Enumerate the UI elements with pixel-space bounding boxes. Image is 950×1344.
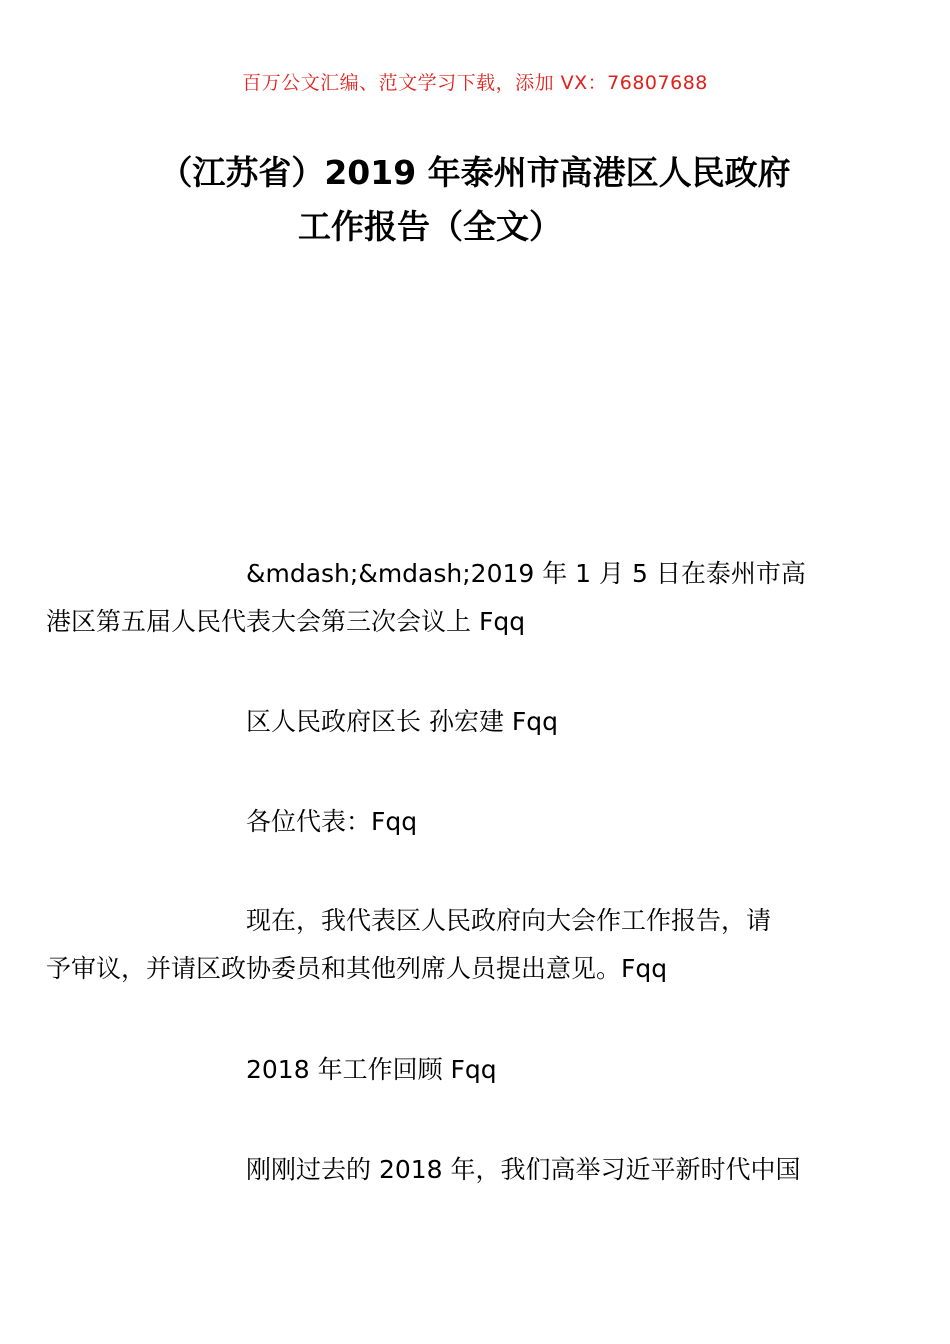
title-line-1: （江苏省）2019 年泰州市高港区人民政府 bbox=[159, 153, 791, 192]
paragraph-line: 各位代表：Fqq bbox=[246, 807, 418, 836]
paragraph-line: 现在，我代表区人民政府向大会作工作报告，请 bbox=[246, 906, 772, 935]
title-line-2: 工作报告（全文） bbox=[298, 207, 562, 246]
paragraph-line: 2018 年工作回顾 Fqq bbox=[246, 1055, 497, 1084]
body-paragraph-5 bbox=[146, 1046, 810, 1094]
paragraph-line: 予审议，并请区政协委员和其他列席人员提出意见。Fqq bbox=[46, 954, 668, 983]
paragraph-line: 港区第五届人民代表大会第三次会议上 Fqq bbox=[46, 607, 526, 636]
paragraph-line: 区人民政府区长 孙宏建 Fqq bbox=[246, 707, 559, 736]
document-title bbox=[120, 146, 830, 254]
paragraph-line: &mdash;&mdash;2019 年 1 月 5 日在泰州市高 bbox=[246, 559, 806, 588]
body-paragraph-1 bbox=[46, 550, 810, 646]
body-paragraph-3 bbox=[146, 798, 810, 846]
paragraph-line: 刚刚过去的 2018 年，我们高举习近平新时代中国 bbox=[246, 1155, 801, 1184]
body-paragraph-4 bbox=[46, 897, 810, 993]
header-note: 百万公文汇编、范文学习下载，添加 VX：76807688 bbox=[242, 72, 708, 94]
body-paragraph-2 bbox=[146, 698, 810, 746]
body-paragraph-6 bbox=[146, 1146, 810, 1194]
